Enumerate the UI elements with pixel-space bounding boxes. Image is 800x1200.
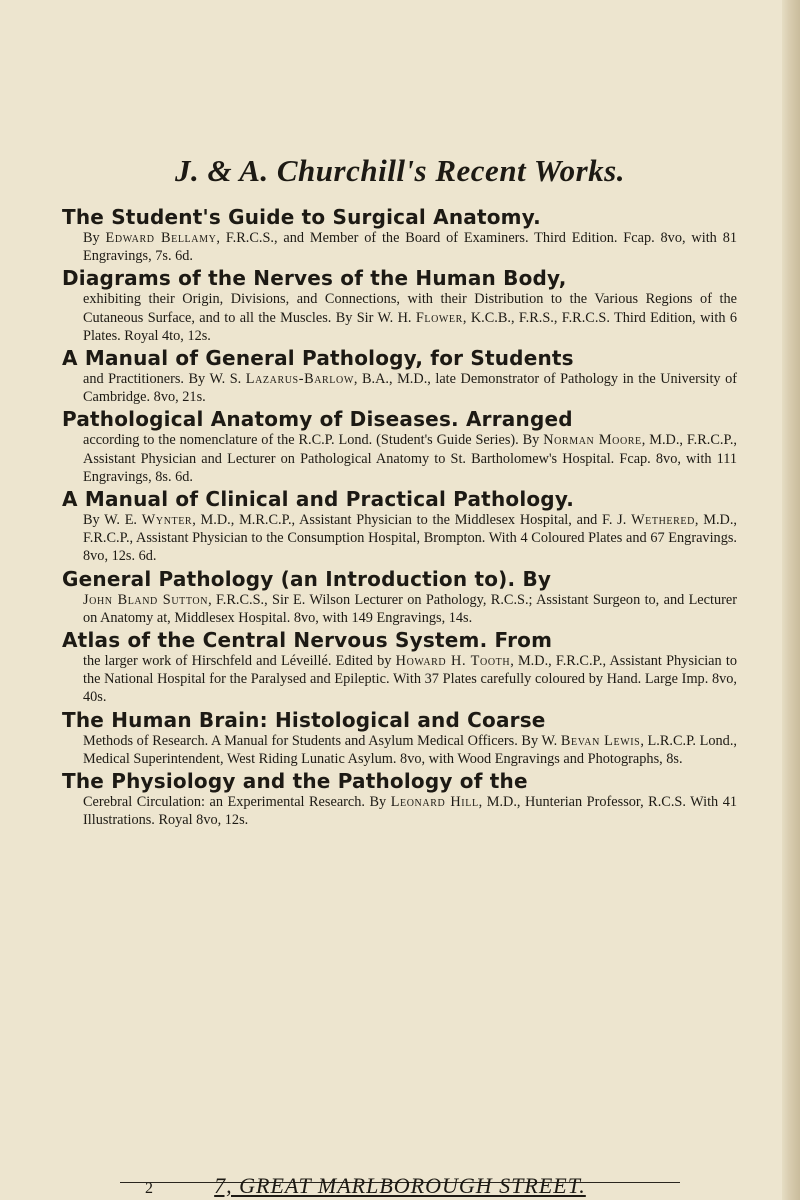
page-header: J. & A. Churchill's Recent Works.: [174, 153, 625, 188]
catalogue-entry: [62, 346, 737, 406]
entry-title: The Student's Guide to Surgical Anatomy.: [62, 205, 541, 229]
catalogue-entry: [62, 487, 737, 566]
catalogue-entry: [62, 628, 737, 707]
catalogue-entry: [62, 407, 737, 486]
entry-description: Cerebral Circulation: an Experimental Research. By Leonard Hill, M.D., Hunterian Professor, R.C.S. With 41 Illustrations. Royal 8vo, 12s.: [83, 794, 737, 829]
author-name: Flower: [415, 309, 463, 326]
author-name: Howard H. Tooth: [395, 653, 511, 670]
author-name: John Bland Sutton: [83, 591, 209, 608]
entry-description: By Edward Bellamy, F.R.C.S., and Member of the Board of Examiners. Third Edition. Fcap. 8vo, with 81 Engravings, 7s. 6d.: [83, 230, 737, 265]
entry-description: and Practitioners. By W. S. Lazarus-Barlow, B.A., M.D., late Demonstrator of Pathology in the University of Cambridge. 8vo, 21s.: [83, 371, 737, 406]
entry-title: General Pathology (an Introduction to). By: [62, 566, 552, 591]
entry-title: A Manual of General Pathology, for Students: [62, 346, 574, 371]
catalogue-list: [62, 205, 737, 830]
entry-description: John Bland Sutton, F.R.C.S., Sir E. Wilson Lecturer on Pathology, R.C.S.; Assistant Surgeon to, and Lecturer on Anatomy at, Middlesex Hospital. 8vo, with 149 Engravings, 14s.: [83, 591, 737, 626]
entry-description: the larger work of Hirschfeld and Léveillé. Edited by Howard H. Tooth, M.D., F.R.C.P., Assistant Physician to the National Hospital for the Paralysed and Epileptic. With 37 Plates carefully coloured by Hand. Large Imp. 8vo, 40s.: [83, 653, 737, 706]
entry-title: Pathological Anatomy of Diseases. Arranged: [62, 407, 573, 432]
catalogue-entry: [62, 769, 737, 829]
author-name: Wethered: [631, 512, 695, 529]
entry-description: according to the nomenclature of the R.C.P. Lond. (Student's Guide Series). By Norman Moore, M.D., F.R.C.P., Assistant Physician and Lecturer on Pathological Anatomy to St. Bartholomew's Hospital. Fcap. 8vo, with 111 Engravings, 8s. 6d.: [83, 432, 737, 485]
catalogue-entry: [62, 708, 737, 768]
entry-description: exhibiting their Origin, Divisions, and Connections, with their Distribution to the Various Regions of the Cutaneous Surface, and to all the Muscles. By Sir W. H. Flower, K.C.B., F.R.S., F.R.C.S. Third Edition, with 6 Plates. Royal 4to, 12s.: [83, 291, 738, 344]
publisher-address: 7, GREAT MARLBOROUGH STREET.: [214, 1173, 586, 1198]
author-name: Wynter: [141, 512, 193, 529]
author-name: Leonard Hill: [390, 794, 479, 811]
catalogue-entry: [62, 205, 737, 265]
signature-mark: 2: [145, 1180, 153, 1197]
entry-description: Methods of Research. A Manual for Students and Asylum Medical Officers. By W. Bevan Lewis, L.R.C.P. Lond., Medical Superintendent, West Riding Lunatic Asylum. 8vo, with Wood Engravings and Photographs, 8s.: [83, 732, 737, 767]
author-name: Edward Bellamy: [105, 230, 217, 246]
catalogue-entry: [62, 567, 737, 627]
author-name: Lazarus-Barlow: [245, 371, 354, 388]
entry-title: The Physiology and the Pathology of the: [62, 769, 528, 794]
author-name: Bevan Lewis: [560, 732, 641, 749]
catalogue-entry: [62, 266, 737, 345]
entry-title: The Human Brain: Histological and Coarse: [62, 707, 546, 732]
entry-title: Diagrams of the Nerves of the Human Body,: [62, 266, 567, 291]
entry-description: By W. E. Wynter, M.D., M.R.C.P., Assistant Physician to the Middlesex Hospital, and F. J. Wethered, M.D., F.R.C.P., Assistant Physician to the Consumption Hospital, Brompton. With 4 Coloured Plates and 67 Engravings. 8vo, 12s. 6d.: [83, 512, 737, 565]
author-name: Norman Moore: [543, 432, 642, 449]
entry-title: Atlas of the Central Nervous System. From: [62, 628, 553, 653]
entry-title: A Manual of Clinical and Practical Pathology.: [62, 487, 575, 512]
